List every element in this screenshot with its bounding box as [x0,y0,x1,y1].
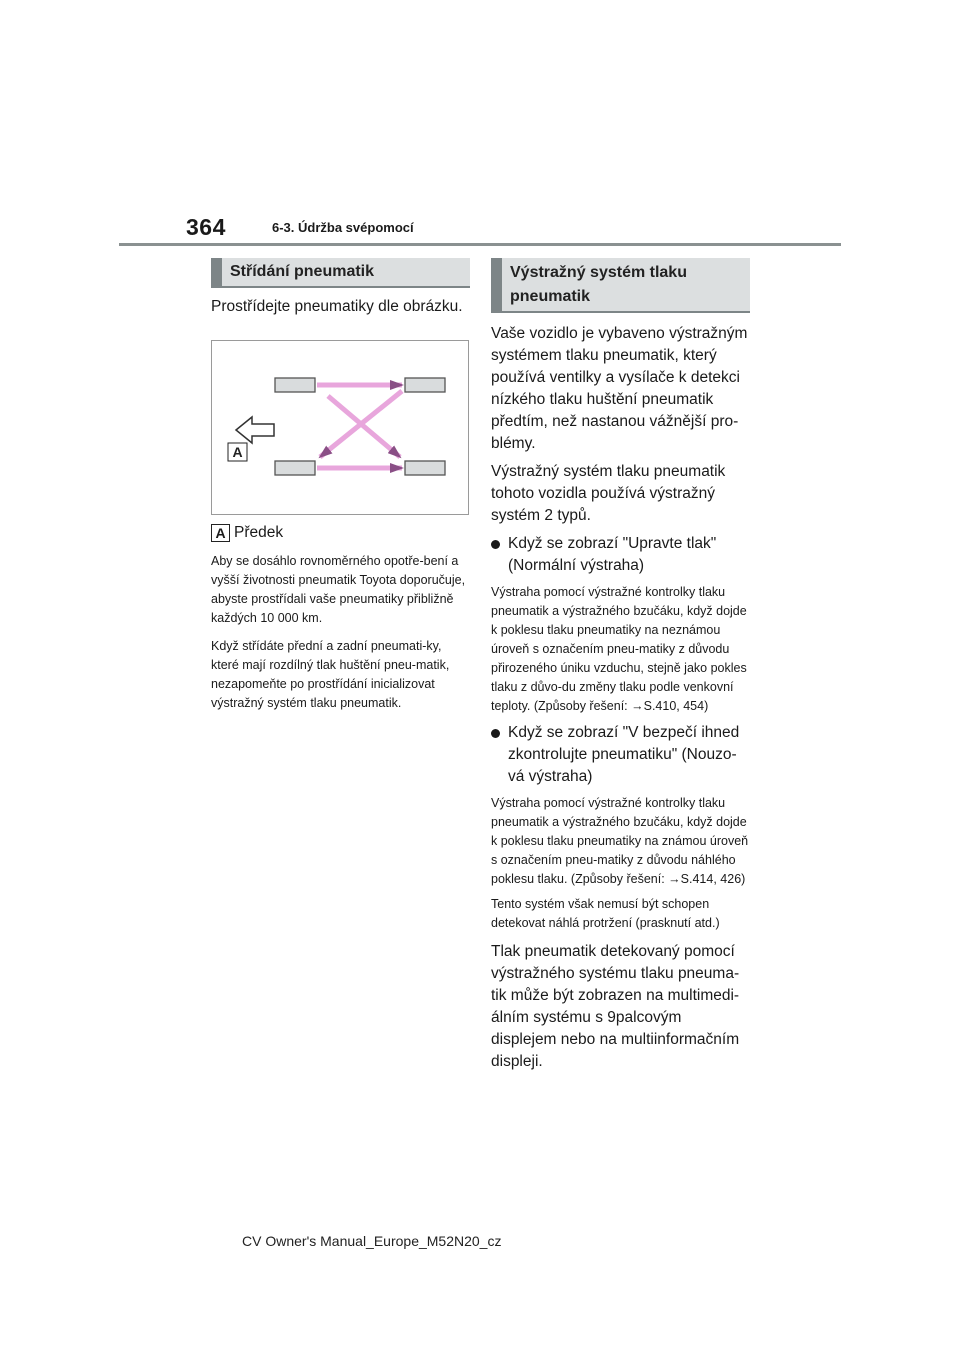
legend-letter: A [211,524,230,542]
front-direction-arrow-icon [236,417,274,443]
tpws-final-paragraph: Tlak pneumatik detekovaný pomocí výstražného systému tlaku pneuma-tik může být zobrazen na multimedi-álním systému s 9palcovým displejem nebo na multiinformačním displeji. [491,943,740,1070]
tire-rotation-diagram [211,340,469,515]
header-divider [119,243,841,246]
left-column [211,258,470,713]
chapter-title: 6-3. Údržba svépomocí [272,220,414,235]
rotation-paragraph-1: Aby se dosáhlo rovnoměrného opotře-bení a vyšší životnosti pneumatik Toyota doporučuje, abyste prostřídali vaše pneumatiky přibližně každých 10 000 km. [211,554,466,625]
section-heading-tpws: Výstražný systém tlaku pneumatik [491,258,750,313]
footer-manual-id: CV Owner's Manual_Europe_M52N20_cz [242,1233,502,1249]
bullet-dot-icon [491,540,500,549]
legend [211,524,470,542]
tire-rear-left [275,461,315,475]
legend-text: Předek [234,524,284,541]
tpws-types: Výstražný systém tlaku pneumatik tohoto vozidla používá výstražný systém 2 typů. [491,463,726,524]
bullet-normal-warning-text: Když se zobrazí "Upravte tlak" (Normální výstraha) [508,535,717,574]
tpws-note: Tento systém však nemusí být schopen detekovat náhlá protržení (prasknutí atd.) [491,897,720,930]
arrow-front-left-to-rear-right [328,396,400,457]
rotation-paragraph-2: Když střídáte přední a zadní pneumati-ky, které mají rozdílný tlak huštění pneu-matik, nezapomeňte po prostřídání inicializovat výstražný systém tlaku pneumatik. [211,639,450,710]
tire-front-right [405,378,445,392]
tire-front-left [275,378,315,392]
bullet-dot-icon [491,729,500,738]
bullet-normal-warning [491,533,750,577]
tpws-intro: Vaše vozidlo je vybaveno výstražným systémem tlaku pneumatik, který používá ventilky a vysílače k detekci nízkého tlaku huštění pneumatik předtím, než nastanou vážnější pro-blémy. [491,325,748,452]
rotation-intro: Prostřídejte pneumatiky dle obrázku. [211,298,463,315]
label-a: A [232,444,243,460]
bullet-emergency-warning-text: Když se zobrazí "V bezpečí ihned zkontrolujte pneumatiku" (Nouzo-vá výstraha) [508,724,740,785]
bullet-emergency-warning [491,722,750,788]
tire-rotation-svg [212,341,470,516]
normal-warning-description: Výstraha pomocí výstražné kontrolky tlaku pneumatik a výstražného bzučáku, když dojde k poklesu tlaku pneumatiky na neznámou úroveň s označením pneu-matiky z důvodu přirozeného úniku vzduchu, stejně jako pokles tlaku z důvo-du změny tlaku podle venkovní teploty. (Způsoby řešení: →S.410, 454) [491,585,747,713]
tire-rear-right [405,461,445,475]
page-number: 364 [186,214,226,240]
emergency-warning-description: Výstraha pomocí výstražné kontrolky tlaku pneumatik a výstražného bzučáku, když dojde k poklesu tlaku pneumatiky na známou úroveň s označením pneu-matiky z důvodu náhlého poklesu tlaku. (Způsoby řešení: →S.414, 426) [491,796,749,886]
section-heading-tire-rotation: Střídání pneumatik [211,258,470,288]
right-column [491,258,750,1073]
